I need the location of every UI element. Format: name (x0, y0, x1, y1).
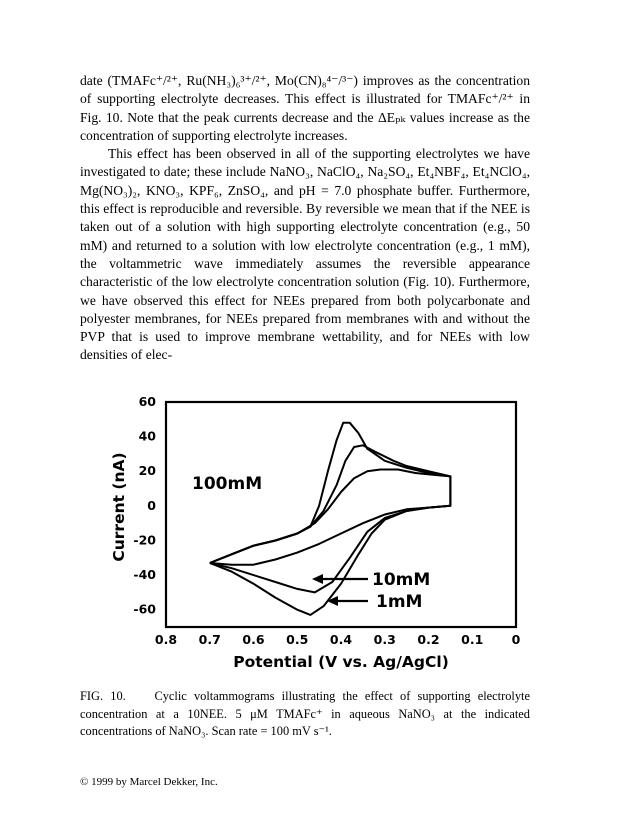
x-axis-ticks (155, 632, 521, 647)
curve-label-10mM: 10mM (372, 570, 431, 590)
y-tick-label: -60 (133, 601, 156, 617)
cyclic-voltammogram-figure (0, 380, 638, 680)
x-axis-label: Potential (V vs. Ag/AgCl) (233, 653, 449, 671)
x-tick-label: 0.7 (198, 632, 221, 647)
x-tick-label: 0.4 (329, 632, 353, 647)
x-tick-label: 0.5 (286, 632, 309, 647)
curve-label-100mM: 100mM (192, 474, 263, 494)
body-paragraph-2: This effect has been observed in all of the supporting electrolytes we have investigated to date; these include NaNO₃, NaClO₄, Na₂SO₄, Et₄NBF₄, Et₄NClO₄, Mg(NO₃)₂, KNO₃, KPF₆, ZnSO₄, and pH = 7.0 phosphate buffer. Furthermore, this effect is reproducible and reversible. By reversible we mean that if the NEE is taken out of a solution with high supporting electrolyte concentration (e.g., 50 mM) and returned to a solution with low electrolyte concentration (e.g., 1 mM), the voltammetric wave immediately assumes the reversible appearance characteristic of the low electrolyte concentration solution (Fig. 10). Furthermore, we have observed this effect for NEEs prepared from both polycarbonate and polyester membranes, for NEEs prepared from membranes with and without the PVP that is used to improve membrane wettability, and for NEEs with low densities of elec- (80, 146, 530, 363)
x-tick-label: 0.1 (461, 632, 484, 647)
y-tick-label: -20 (133, 532, 156, 548)
body-text (80, 72, 530, 365)
caption-text: Cyclic voltammograms illustrating the effect of supporting electrolyte concentration at a 10NEE. 5 μM TMAFc⁺ in aqueous NaNO₃ at the indicated concentrations of NaNO₃. Scan rate = 100 mV s⁻¹. (80, 689, 530, 738)
x-tick-label: 0 (511, 632, 521, 647)
caption-label: FIG. 10. (80, 689, 126, 703)
body-paragraph-1: date (TMAFc⁺/²⁺, Ru(NH₃)₆³⁺/²⁺, Mo(CN)₈⁴⁻/³⁻) improves as the concentration of supporting electrolyte decreases. This effect is illustrated for TMAFc⁺/²⁺ in Fig. 10. Note that the peak currents decrease and the ΔEₚₖ values increase as the concentration of supporting electrolyte increases. (80, 73, 530, 143)
y-tick-label: 40 (138, 428, 156, 444)
x-tick-label: 0.8 (154, 632, 178, 647)
curve-label-1mM: 1mM (376, 592, 423, 612)
y-tick-label: -40 (133, 567, 156, 583)
y-axis-ticks (133, 394, 156, 617)
y-tick-label: 60 (138, 394, 156, 409)
arrowhead-1mM (327, 596, 338, 606)
figure-caption (80, 688, 530, 741)
x-tick-label: 0.6 (242, 632, 265, 647)
y-tick-label: 20 (138, 463, 156, 479)
plot-frame (166, 402, 516, 627)
copyright-footer: © 1999 by Marcel Dekker, Inc. (80, 776, 218, 788)
x-tick-label: 0.3 (373, 632, 396, 647)
y-tick-label: 0 (147, 497, 156, 513)
y-axis-label: Current (nA) (110, 452, 128, 562)
x-tick-label: 0.2 (417, 632, 440, 647)
arrowhead-10mM (312, 574, 323, 584)
